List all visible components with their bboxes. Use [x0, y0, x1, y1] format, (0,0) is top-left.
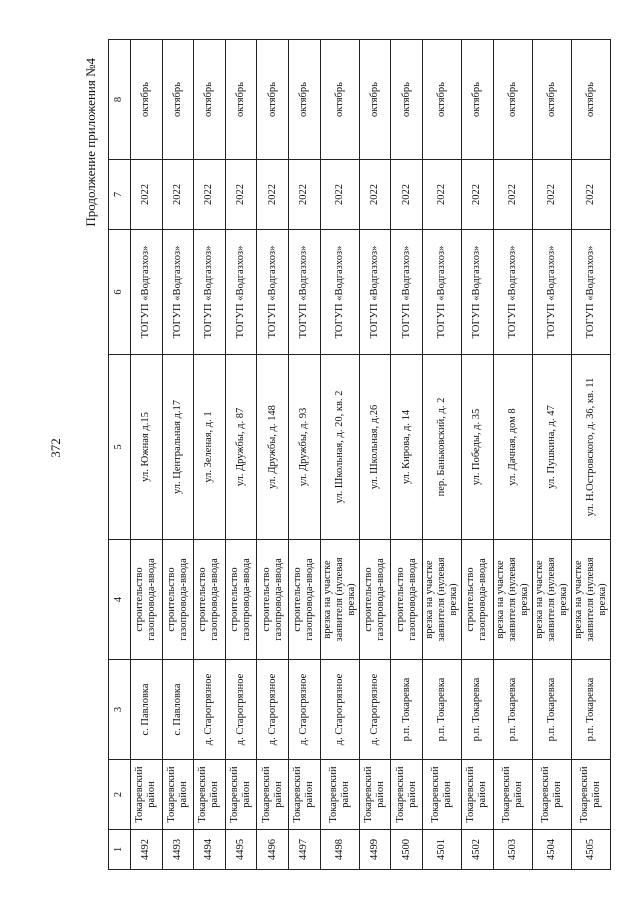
header-cell: 3: [109, 660, 131, 760]
header-cell: 4: [109, 540, 131, 660]
district-cell: Токаревский район: [162, 760, 194, 830]
contractor-cell: ТОГУП «Водгазхоз»: [225, 230, 257, 355]
table-row: [162, 40, 194, 870]
month-cell: октябрь: [194, 40, 226, 160]
row-number-cell: 4493: [162, 830, 194, 870]
year-cell: 2022: [359, 160, 391, 230]
settlement-cell: д. Старогрязное: [194, 660, 226, 760]
work-type-cell: врезка на участке заявителя (нулевая врезка): [320, 540, 359, 660]
header-cell: 6: [109, 230, 131, 355]
year-cell: 2022: [493, 160, 532, 230]
address-cell: ул. Дружбы, д. 148: [257, 355, 289, 540]
district-cell: Токаревский район: [572, 760, 611, 830]
contractor-cell: ТОГУП «Водгазхоз»: [320, 230, 359, 355]
header-cell: 8: [109, 40, 131, 160]
contractor-cell: ТОГУП «Водгазхоз»: [194, 230, 226, 355]
work-type-cell: врезка на участке заявителя (нулевая врезка): [493, 540, 532, 660]
address-cell: ул. Дружбы, д. 93: [288, 355, 320, 540]
address-cell: ул. Пушкина, д. 47: [532, 355, 571, 540]
table-row: [225, 40, 257, 870]
contractor-cell: ТОГУП «Водгазхоз»: [162, 230, 194, 355]
settlement-cell: р.п. Токаревка: [572, 660, 611, 760]
year-cell: 2022: [422, 160, 461, 230]
work-type-cell: врезка на участке заявителя (нулевая врезка): [572, 540, 611, 660]
gas-connection-table: [108, 39, 611, 870]
contractor-cell: ТОГУП «Водгазхоз»: [359, 230, 391, 355]
header-cell: 1: [109, 830, 131, 870]
table-row: [194, 40, 226, 870]
row-number-cell: 4504: [532, 830, 571, 870]
address-cell: ул. Школьная, д. 20, кв. 2: [320, 355, 359, 540]
year-cell: 2022: [572, 160, 611, 230]
address-cell: ул. Победы, д. 35: [462, 355, 494, 540]
settlement-cell: д. Старогрязное: [288, 660, 320, 760]
address-cell: ул. Н.Островского, д. 36, кв. 11: [572, 355, 611, 540]
district-cell: Токаревский район: [225, 760, 257, 830]
settlement-cell: д. Старогрязное: [320, 660, 359, 760]
work-type-cell: врезка на участке заявителя (нулевая врезка): [532, 540, 571, 660]
settlement-cell: р.п. Токаревка: [532, 660, 571, 760]
address-cell: ул. Школьная, д.26: [359, 355, 391, 540]
district-cell: Токаревский район: [194, 760, 226, 830]
district-cell: Токаревский район: [288, 760, 320, 830]
header-cell: 2: [109, 760, 131, 830]
table-row: [359, 40, 391, 870]
row-number-cell: 4495: [225, 830, 257, 870]
page-number: 372: [48, 438, 63, 458]
settlement-cell: р.п. Токаревка: [462, 660, 494, 760]
year-cell: 2022: [131, 160, 163, 230]
district-cell: Токаревский район: [391, 760, 423, 830]
row-number-cell: 4503: [493, 830, 532, 870]
table-row: [493, 40, 532, 870]
settlement-cell: д. Старогрязное: [359, 660, 391, 760]
year-cell: 2022: [194, 160, 226, 230]
month-cell: октябрь: [422, 40, 461, 160]
table-row: [422, 40, 461, 870]
district-cell: Токаревский район: [320, 760, 359, 830]
header-cell: 7: [109, 160, 131, 230]
year-cell: 2022: [532, 160, 571, 230]
contractor-cell: ТОГУП «Водгазхоз»: [532, 230, 571, 355]
district-cell: Токаревский район: [422, 760, 461, 830]
work-type-cell: строительство газопровода-ввода: [162, 540, 194, 660]
month-cell: октябрь: [572, 40, 611, 160]
row-number-cell: 4492: [131, 830, 163, 870]
table-row: [391, 40, 423, 870]
work-type-cell: врезка на участке заявителя (нулевая врезка): [422, 540, 461, 660]
address-cell: ул. Дачная, дом 8: [493, 355, 532, 540]
address-cell: ул. Центральная д.17: [162, 355, 194, 540]
row-number-cell: 4501: [422, 830, 461, 870]
year-cell: 2022: [462, 160, 494, 230]
month-cell: октябрь: [257, 40, 289, 160]
work-type-cell: строительство газопровода-ввода: [257, 540, 289, 660]
year-cell: 2022: [257, 160, 289, 230]
table-row: [288, 40, 320, 870]
row-number-cell: 4505: [572, 830, 611, 870]
month-cell: октябрь: [391, 40, 423, 160]
year-cell: 2022: [320, 160, 359, 230]
settlement-cell: с. Павловка: [162, 660, 194, 760]
year-cell: 2022: [288, 160, 320, 230]
row-number-cell: 4497: [288, 830, 320, 870]
month-cell: октябрь: [532, 40, 571, 160]
row-number-cell: 4498: [320, 830, 359, 870]
address-cell: ул. Зеленая, д. 1: [194, 355, 226, 540]
work-type-cell: строительство газопровода-ввода: [288, 540, 320, 660]
year-cell: 2022: [225, 160, 257, 230]
table-row: [320, 40, 359, 870]
month-cell: октябрь: [225, 40, 257, 160]
row-number-cell: 4496: [257, 830, 289, 870]
work-type-cell: строительство газопровода-ввода: [462, 540, 494, 660]
settlement-cell: с. Павловка: [131, 660, 163, 760]
table-row: [462, 40, 494, 870]
year-cell: 2022: [162, 160, 194, 230]
row-number-cell: 4502: [462, 830, 494, 870]
work-type-cell: строительство газопровода-ввода: [359, 540, 391, 660]
settlement-cell: р.п. Токаревка: [391, 660, 423, 760]
month-cell: октябрь: [162, 40, 194, 160]
month-cell: октябрь: [359, 40, 391, 160]
month-cell: октябрь: [320, 40, 359, 160]
district-cell: Токаревский район: [532, 760, 571, 830]
address-cell: ул. Южная д.15: [131, 355, 163, 540]
table-row: [131, 40, 163, 870]
district-cell: Токаревский район: [462, 760, 494, 830]
district-cell: Токаревский район: [131, 760, 163, 830]
settlement-cell: д. Старогрязное: [257, 660, 289, 760]
contractor-cell: ТОГУП «Водгазхоз»: [493, 230, 532, 355]
row-number-cell: 4500: [391, 830, 423, 870]
contractor-cell: ТОГУП «Водгазхоз»: [462, 230, 494, 355]
work-type-cell: строительство газопровода-ввода: [131, 540, 163, 660]
month-cell: октябрь: [131, 40, 163, 160]
rotated-page-content: [80, 40, 609, 870]
month-cell: октябрь: [462, 40, 494, 160]
address-cell: ул. Кирова, д. 14: [391, 355, 423, 540]
table-row: [532, 40, 571, 870]
work-type-cell: строительство газопровода-ввода: [194, 540, 226, 660]
header-cell: 5: [109, 355, 131, 540]
table-row: [257, 40, 289, 870]
work-type-cell: строительство газопровода-ввода: [391, 540, 423, 660]
settlement-cell: д. Старогрязное: [225, 660, 257, 760]
table-header-row: [109, 40, 131, 870]
row-number-cell: 4494: [194, 830, 226, 870]
district-cell: Токаревский район: [493, 760, 532, 830]
contractor-cell: ТОГУП «Водгазхоз»: [288, 230, 320, 355]
contractor-cell: ТОГУП «Водгазхоз»: [257, 230, 289, 355]
address-cell: ул. Дружбы, д. 87: [225, 355, 257, 540]
district-cell: Токаревский район: [257, 760, 289, 830]
month-cell: октябрь: [493, 40, 532, 160]
year-cell: 2022: [391, 160, 423, 230]
month-cell: октябрь: [288, 40, 320, 160]
contractor-cell: ТОГУП «Водгазхоз»: [422, 230, 461, 355]
contractor-cell: ТОГУП «Водгазхоз»: [391, 230, 423, 355]
table-row: [572, 40, 611, 870]
settlement-cell: р.п. Токаревка: [493, 660, 532, 760]
appendix-caption: Продолжение приложения №4: [83, 58, 98, 227]
contractor-cell: ТОГУП «Водгазхоз»: [572, 230, 611, 355]
row-number-cell: 4499: [359, 830, 391, 870]
work-type-cell: строительство газопровода-ввода: [225, 540, 257, 660]
table-body: [131, 40, 611, 870]
district-cell: Токаревский район: [359, 760, 391, 830]
settlement-cell: р.п. Токаревка: [422, 660, 461, 760]
address-cell: пер. Баньковский, д. 2: [422, 355, 461, 540]
contractor-cell: ТОГУП «Водгазхоз»: [131, 230, 163, 355]
